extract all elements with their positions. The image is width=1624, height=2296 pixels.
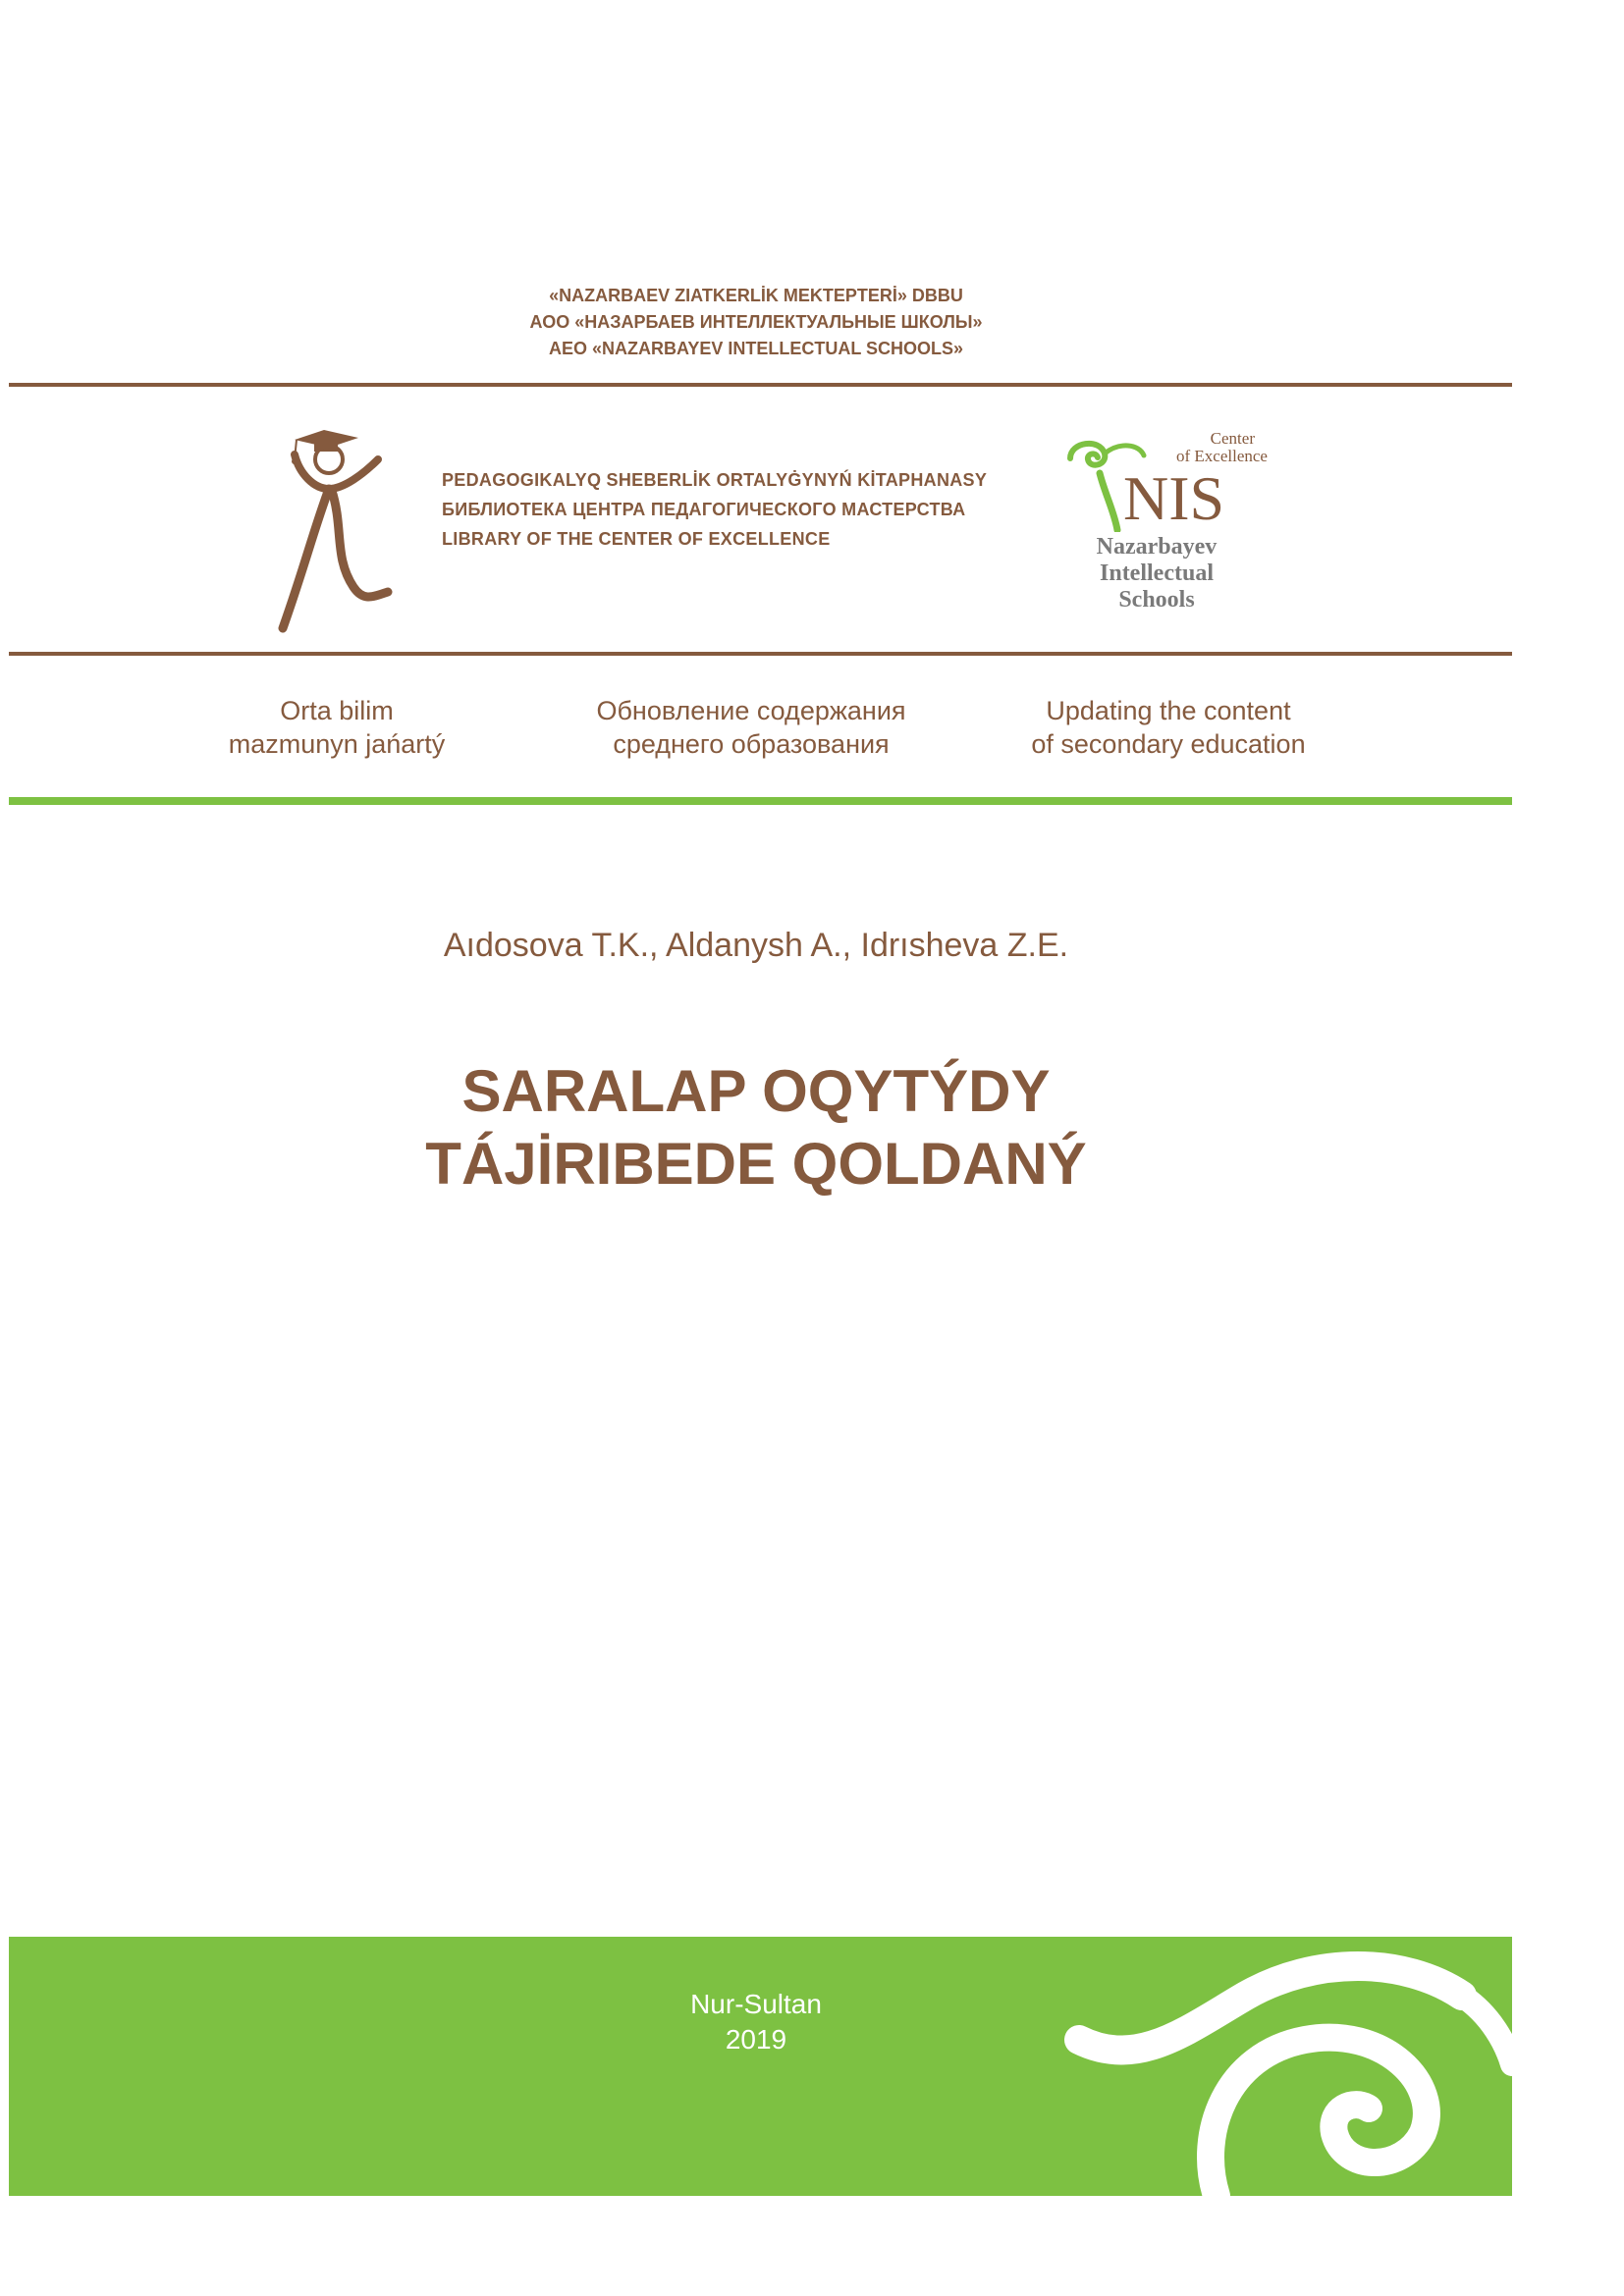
- publication-year: 2019: [725, 2024, 787, 2055]
- nis-name-line2: Intellectual: [1100, 561, 1214, 586]
- tagline-ru-line1: Обновление содержания: [596, 696, 906, 725]
- library-title-kz: PEDAGOGIKALYQ SHEBERLİK ORTALYĠYNYŃ KİTAPHANASY: [442, 470, 988, 490]
- authors: Aıdosova T.K., Aldanysh A., Idrısheva Z.E.: [443, 927, 1069, 964]
- book-title-line1: SARALAP OQYTÝDY: [461, 1058, 1051, 1124]
- center-label: Center: [1210, 429, 1255, 448]
- nis-wordmark: NIS: [1123, 463, 1225, 533]
- tagline-ru: [579, 694, 923, 761]
- org-name-en: AEO «NAZARBAYEV INTELLECTUAL SCHOOLS»: [548, 339, 964, 358]
- library-title-ru: БИБЛИОТЕКА ЦЕНТРА ПЕДАГОГИЧЕСКОГО МАСТЕРСТВА: [442, 500, 966, 519]
- tagline-kz-line1: Orta bilim: [280, 696, 394, 725]
- nis-name-line3: Schools: [1118, 587, 1195, 613]
- publication-city: Nur-Sultan: [690, 1989, 822, 2019]
- tagline-ru-line2: среднего образования: [613, 729, 890, 759]
- tagline-en-line2: of secondary education: [1031, 729, 1306, 759]
- excellence-label: of Excellence: [1176, 447, 1268, 465]
- tagline-kz-line2: mazmunyn jańartý: [228, 729, 446, 759]
- organization-header: [0, 283, 1512, 362]
- library-title-en: LIBRARY OF THE CENTER OF EXCELLENCE: [442, 529, 831, 549]
- tagline-en: [1006, 694, 1330, 761]
- footer-band: [9, 1937, 1512, 2196]
- nis-logo: [1060, 426, 1268, 613]
- green-divider: [9, 797, 1512, 805]
- nis-name-line1: Nazarbayev: [1096, 534, 1218, 560]
- book-title: [0, 1055, 1512, 1201]
- tagline-en-line1: Updating the content: [1046, 696, 1291, 725]
- center-of-excellence-figure-icon: [275, 420, 403, 634]
- middle-divider: [9, 652, 1512, 656]
- publication-info: [0, 1987, 1512, 2057]
- ornament-swirl-icon: [9, 1937, 1512, 2196]
- org-name-ru: АОО «НАЗАРБАЕВ ИНТЕЛЛЕКТУАЛЬНЫЕ ШКОЛЫ»: [529, 312, 983, 332]
- book-title-line2: TÁJİRIBEDE QOLDANÝ: [425, 1131, 1087, 1197]
- library-titles: [442, 465, 987, 554]
- org-name-kz: «NAZARBAEV ZIATKERLİK MEKTEPTERİ» DBBU: [549, 286, 963, 305]
- top-divider: [9, 383, 1512, 387]
- tagline-kz: [189, 694, 484, 761]
